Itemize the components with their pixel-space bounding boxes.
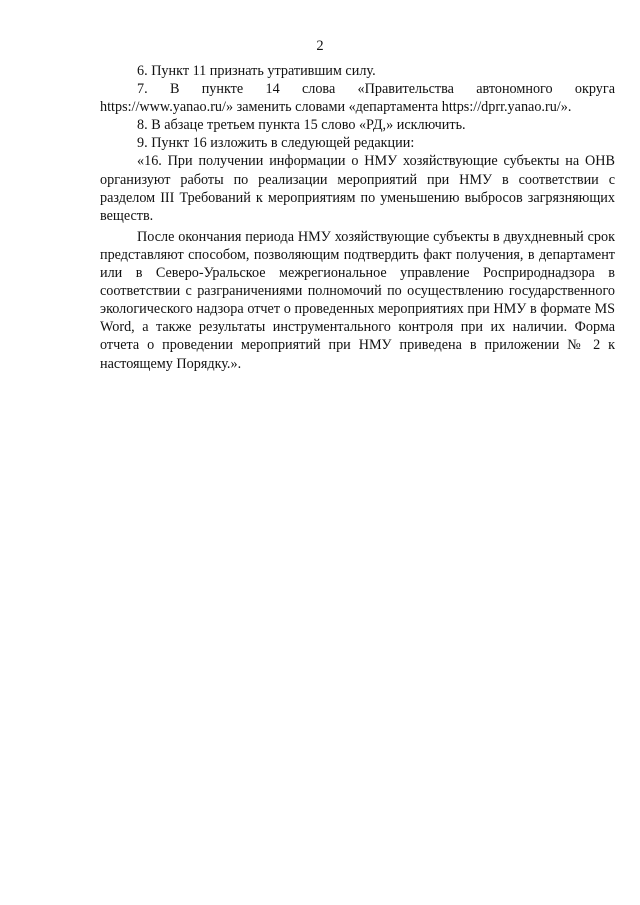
paragraph-item-7: 7. В пункте 14 слова «Правительства автономного округа https://www.yanao.ru/» заменить словами «департамента https://dprr.yanao.ru/». [100, 81, 615, 116]
paragraph-item-6: 6. Пункт 11 признать утратившим силу. [137, 63, 376, 79]
paragraph-item-8: 8. В абзаце третьем пункта 15 слово «РД,» исключить. [137, 117, 466, 134]
paragraph-item-9: 9. Пункт 16 изложить в следующей редакции: [137, 135, 415, 152]
page-number: 2 [316, 38, 324, 54]
quoted-paragraph-16: «16. При получении информации о НМУ хозяйствующие субъекты на ОНВ организуют работы по реализации мероприятий при НМУ в соответствии с разделом III Требований к мероприятиям по уменьшению выбросов загрязняющих веществ. [100, 153, 615, 224]
document-body [100, 62, 615, 373]
report-paragraph: После окончания периода НМУ хозяйствующие субъекты в двухдневный срок представляют способом, позволяющим подтвердить факт получения, в департамент или в Северо-Уральское межрегиональное управление Росприроднадзора в соответствии с разграничениями полномочий по осуществлению государственного экологического надзора отчет о проведенных мероприятиях при НМУ в формате MS Word, а также результаты инструментального контроля при их наличии. Форма отчета о проведении мероприятий при НМУ приведена в приложении № 2 к настоящему Порядку.». [100, 228, 615, 372]
